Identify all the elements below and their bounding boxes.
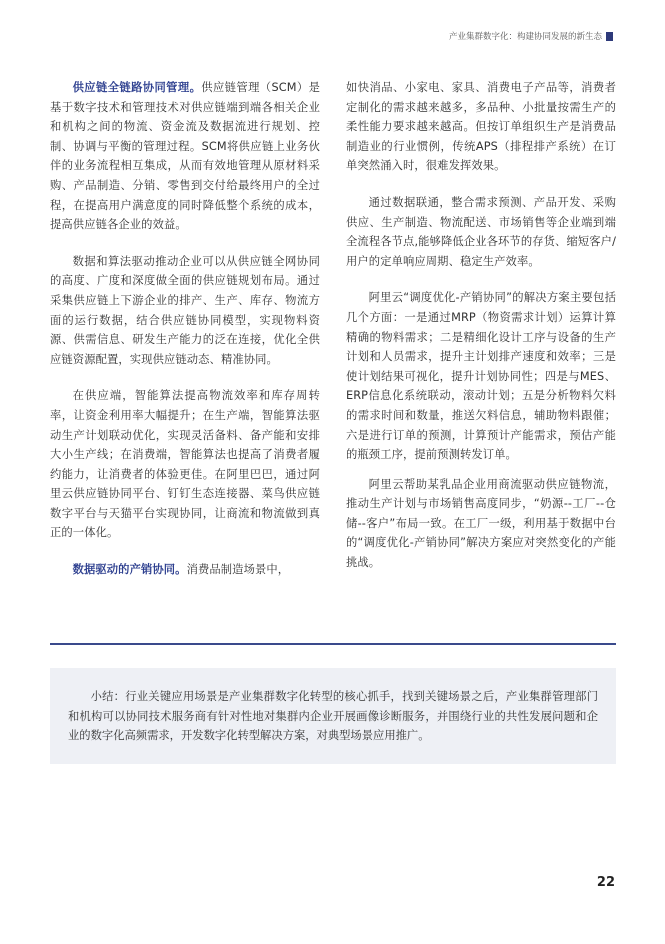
paragraph-data-connection: 通过数据联通，整合需求预测、产品开发、采购供应、生产制造、物流配送、市场销售等企业端到端全流程各节点,能够降低企业各环节的存货、缩短客户/用户的定单响应周期、稳定生产效率。 — [346, 195, 616, 268]
right-column — [346, 78, 616, 597]
summary-text: 小结：行业关键应用场景是产业集群数字化转型的核心抓手，找到关键场景之后，产业集群管理部门和机构可以协同技术服务商有针对性地对集群内企业开展画像诊断服务，并围绕行业的共性发展问题和企业的数字化高频需求，开发数字化转型解决方案，对典型场景应用推广。 — [68, 690, 598, 743]
paragraph-scm — [50, 78, 320, 235]
summary-box — [50, 668, 616, 764]
section-divider — [50, 643, 616, 645]
paragraph-dairy-case: 阿里云帮助某乳品企业用商流驱动供应链物流，推动生产计划与市场销售高度同步，“奶源--工厂--仓储--客户”布局一致。在工厂一级，利用基于数据中台的“调度优化-产销协同”解决方案应对突然变化的产能挑战。 — [346, 477, 616, 570]
heading-production-sales: 数据驱动的产销协同。 — [72, 563, 187, 577]
paragraph-continuation: 如快消品、小家电、家具、消费电子产品等，消费者定制化的需求越来越多，多品种、小批量按需生产的柔性能力要求越来越高。但按订单组织生产是消费品制造业的行业惯例，传统APS（排程排产系统）在订单突然涌入时，很难发挥效果。 — [346, 81, 616, 173]
page-number: 22 — [596, 875, 615, 890]
paragraph-solution: 阿里云“调度优化-产销协同”的解决方案主要包括几个方面：一是通过MRP（物资需求计划）运算计算精确的物料需求；二是精细化设计工序与设备的生产计划和人员需求，提升主计划排产速度和效率；三是使计划结果可视化，提升计划协同性；四是与MES、ERP信息化系统联动，滚动计划；五是分析物料欠料的需求时间和数量，推送欠料信息，辅助物料跟催；六是进行订单的预测，计算预计产能需求，预估产能的瓶颈工序，提前预测转发订单。 — [346, 291, 616, 462]
left-column — [50, 78, 320, 597]
paragraph-production-sales — [50, 560, 320, 580]
paragraph-data-algorithm: 数据和算法驱动推动企业可以从供应链全网协同的高度、广度和深度做全面的供应链规划布局。通过采集供应链上下游企业的排产、生产、库存、物流方面的运行数据，结合供应链协同模型，实现物料资源、供需信息、研发生产能力的泛在连接，优化全供应链资源配置，实现供应链动态、精准协同。 — [50, 254, 320, 366]
header-square-icon — [606, 32, 613, 41]
text-scm: 供应链管理（SCM）是基于数字技术和管理技术对供应链端到端各相关企业和机构之间的物流、资金流及数据流进行规划、控制、协调与平衡的管理过程。SCM将供应链上业务伙伴的业务流程相互集成，从而有效地管理从原材料采购、产品制造、分销、零售到交付给最终用户的全过程，在提高用户满意度的同时降低整个系统的成本，提高供应链各企业的效益。 — [50, 81, 320, 232]
running-header — [449, 30, 613, 42]
heading-scm: 供应链全链路协同管理。 — [72, 81, 202, 94]
text-production-sales: 消费品制造场景中， — [186, 563, 290, 577]
header-title: 产业集群数字化：构建协同发展的新生态 — [448, 32, 602, 42]
paragraph-supply-side: 在供应端，智能算法提高物流效率和库存周转率，让资金利用率大幅提升；在生产端，智能算法驱动生产计划联动优化，实现灵活备料、备产能和安排大小生产线；在消费端，智能算法也提高了消费者履约能力，让消费者的体验更佳。在阿里巴巴，通过阿里云供应链协同平台、钉钉生态连接器、菜鸟供应链数字平台与天猫平台实现协同，让商流和物流做到真正的一体化。 — [50, 389, 320, 540]
body-columns — [50, 78, 616, 597]
